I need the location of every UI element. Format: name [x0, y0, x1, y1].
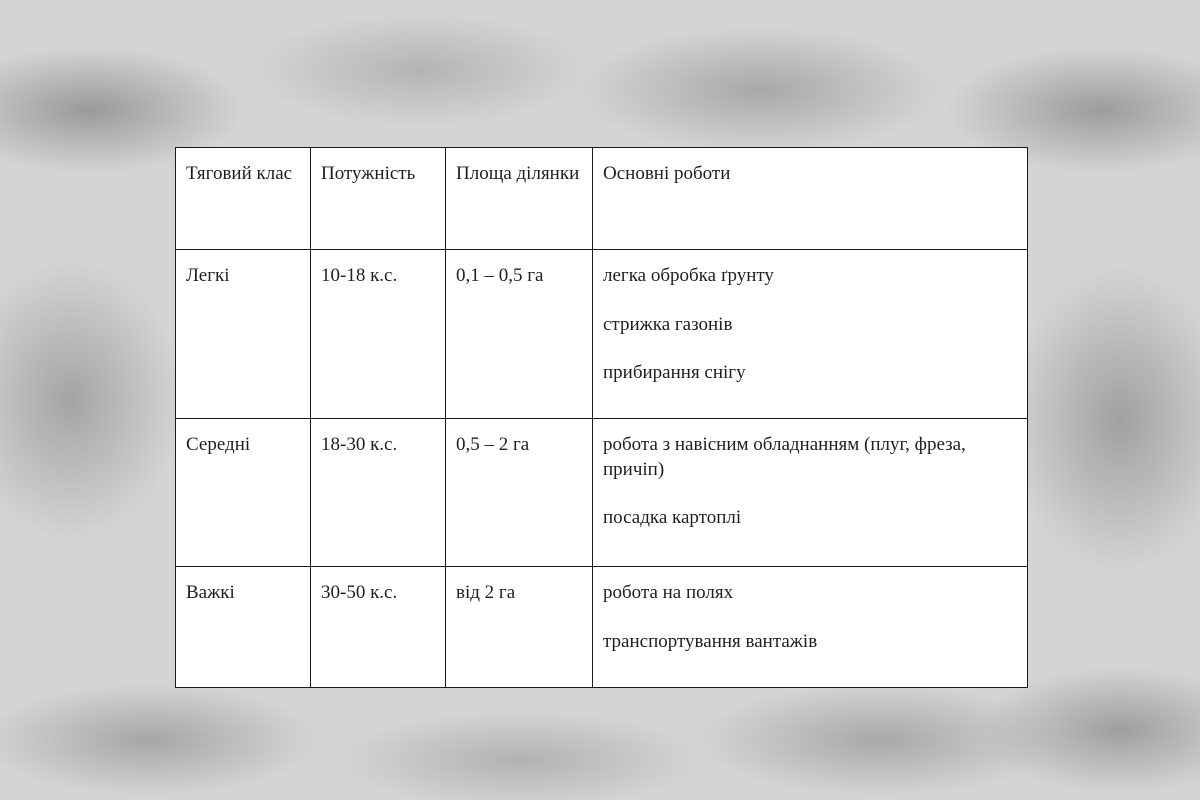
cell-class	[176, 250, 311, 419]
header-label: Тяговий клас	[186, 163, 293, 184]
area-value: 0,1 – 0,5 га	[456, 265, 544, 286]
cell-works	[593, 250, 1028, 419]
cell-area	[446, 567, 593, 688]
cell-class	[176, 419, 311, 567]
header-label: Потужність	[321, 163, 416, 184]
cell-power	[311, 567, 446, 688]
header-label: Основні роботи	[603, 163, 731, 184]
class-value: Легкі	[186, 265, 230, 286]
work-item: транспортування вантажів	[603, 630, 818, 652]
power-value: 30-50 к.с.	[321, 582, 398, 603]
table-row	[176, 250, 1028, 419]
table-row	[176, 419, 1028, 567]
work-item: посадка картоплі	[603, 507, 742, 529]
header-cell-power	[311, 148, 446, 250]
header-cell-main-works	[593, 148, 1028, 250]
work-item: робота з навісним обладнанням (плуг, фреза, причіп)	[603, 434, 966, 480]
work-item: легка обробка ґрунту	[603, 265, 774, 286]
class-value: Середні	[186, 434, 251, 455]
cell-power	[311, 419, 446, 567]
area-value: від 2 га	[456, 582, 516, 603]
table-row	[176, 567, 1028, 688]
cell-area	[446, 419, 593, 567]
cell-power	[311, 250, 446, 419]
work-item: прибирання снігу	[603, 362, 746, 384]
class-value: Важкі	[186, 582, 235, 603]
power-value: 18-30 к.с.	[321, 434, 398, 455]
header-cell-area	[446, 148, 593, 250]
document-page	[175, 147, 1027, 687]
cell-class	[176, 567, 311, 688]
cell-works	[593, 567, 1028, 688]
header-label: Площа ділянки	[456, 163, 580, 184]
power-value: 10-18 к.с.	[321, 265, 398, 286]
work-item: стрижка газонів	[603, 313, 733, 335]
work-item: робота на полях	[603, 582, 734, 603]
cell-area	[446, 250, 593, 419]
cell-works	[593, 419, 1028, 567]
tractor-class-table	[175, 147, 1028, 688]
area-value: 0,5 – 2 га	[456, 434, 530, 455]
table-header-row	[176, 148, 1028, 250]
header-cell-traction-class	[176, 148, 311, 250]
